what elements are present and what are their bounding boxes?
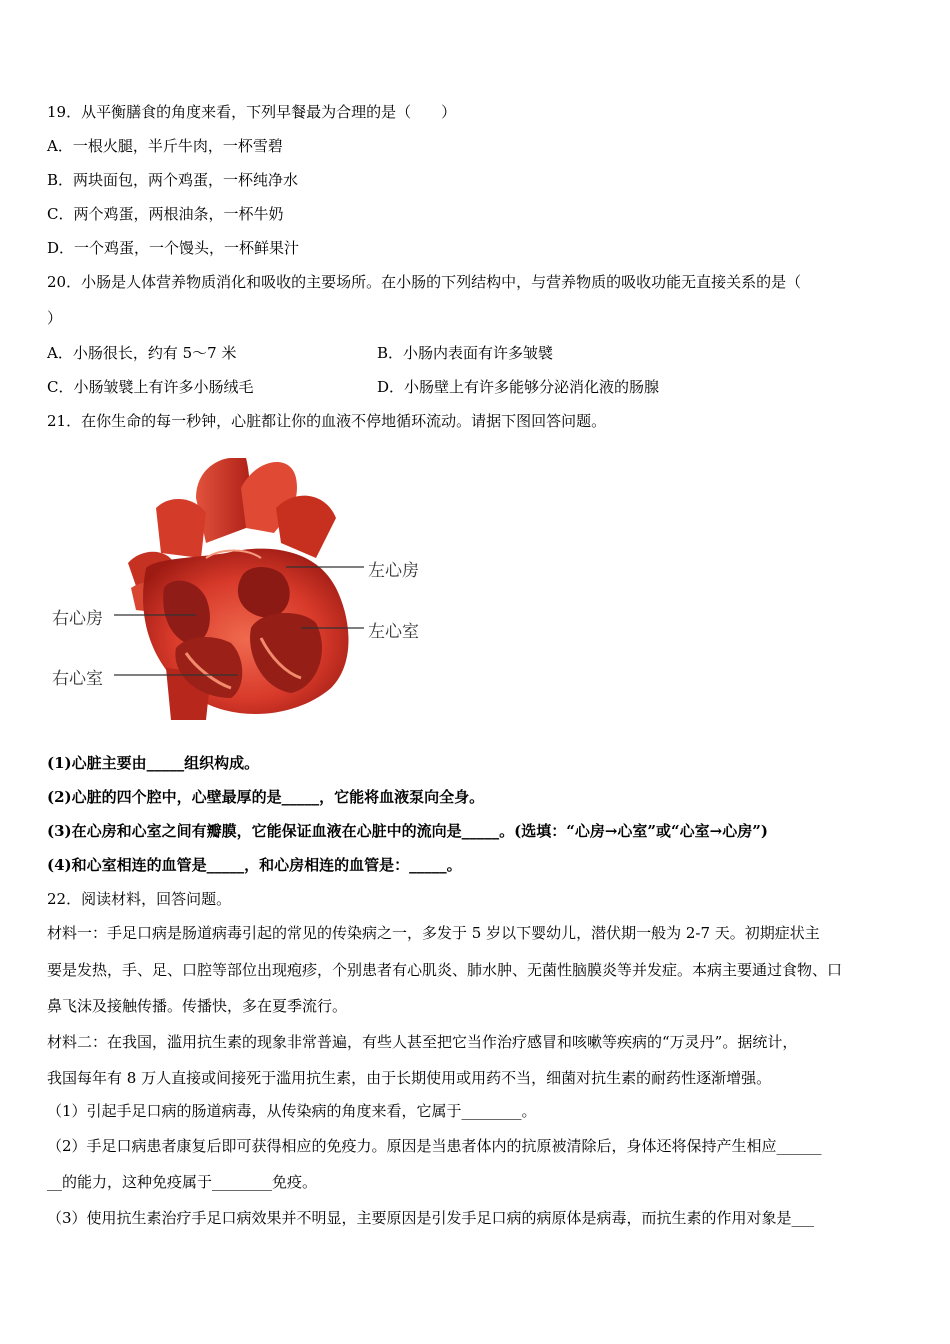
q22-material1-line2: 要是发热，手、足、口腔等部位出现疱疹，个别患者有心肌炎、肺水肿、无菌性脑膜炎等并发症。本病主要通过食物、口: [47, 961, 843, 979]
q22-sub-1: （1）引起手足口病的肠道病毒，从传染病的角度来看，它属于________。: [47, 1102, 537, 1120]
q21-sub-3: (3)在心房和心室之间有瓣膜，它能保证血液在心脏中的流向是_____。(选填：“心房→心室”或“心室→心房”): [47, 822, 768, 840]
q22-sub-2-cont: __的能力，这种免疫属于________免疫。: [47, 1173, 318, 1191]
q22-material1-line1: 材料一：手足口病是肠道病毒引起的常见的传染病之一，多发于 5 岁以下婴幼儿，潜伏期一般为 2-7 天。初期症状主: [47, 924, 820, 942]
q21-sub-1: (1)心脏主要由_____组织构成。: [47, 754, 260, 772]
q20-option-c: C．小肠皱襞上有许多小肠绒毛: [47, 378, 254, 396]
q22-sub-2: （2）手足口病患者康复后即可获得相应的免疫力。原因是当患者体内的抗原被清除后，身体还将保持产生相应______: [47, 1137, 822, 1155]
q19-option-d: D．一个鸡蛋，一个馒头，一杯鲜果汁: [47, 239, 300, 257]
q19-option-c: C．两个鸡蛋，两根油条，一杯牛奶: [47, 205, 284, 223]
q20-stem-line2: ）: [47, 309, 63, 327]
q19-stem: 19．从平衡膳食的角度来看，下列早餐最为合理的是（ ）: [47, 103, 457, 121]
q22-material2-line1: 材料二：在我国，滥用抗生素的现象非常普遍，有些人甚至把它当作治疗感冒和咳嗽等疾病的“万灵丹”。据统计，: [47, 1033, 798, 1051]
q20-stem-line1: 20．小肠是人体营养物质消化和吸收的主要场所。在小肠的下列结构中，与营养物质的吸收功能无直接关系的是（: [47, 273, 802, 291]
q20-option-a: A．小肠很长，约有 5～7 米: [47, 344, 237, 362]
q22-material2-line2: 我国每年有 8 万人直接或间接死于滥用抗生素，由于长期使用或用药不当，细菌对抗生素的耐药性逐渐增强。: [47, 1069, 772, 1087]
heart-illustration: [46, 448, 446, 726]
right-ventricle-label: 右心室: [52, 669, 103, 689]
right-atrium-label: 右心房: [52, 609, 103, 629]
q21-sub-2: (2)心脏的四个腔中，心壁最厚的是_____，它能将血液泵向全身。: [47, 788, 485, 806]
q20-option-d: D．小肠壁上有许多能够分泌消化液的肠腺: [377, 378, 660, 396]
heart-figure: [46, 448, 446, 726]
q22-material1-line3: 鼻飞沫及接触传播。传播快，多在夏季流行。: [47, 997, 348, 1015]
q19-option-b: B．两块面包，两个鸡蛋，一杯纯净水: [47, 171, 299, 189]
q22-stem: 22．阅读材料，回答问题。: [47, 890, 232, 908]
q19-option-a: A．一根火腿，半斤牛肉，一杯雪碧: [47, 137, 283, 155]
left-ventricle-label: 左心室: [368, 622, 419, 642]
q22-sub-3: （3）使用抗生素治疗手足口病效果并不明显，主要原因是引发手足口病的病原体是病毒，而抗生素的作用对象是___: [47, 1209, 815, 1227]
left-atrium-label: 左心房: [368, 561, 419, 581]
q21-sub-4: (4)和心室相连的血管是_____，和心房相连的血管是：_____。: [47, 856, 462, 874]
q21-stem: 21．在你生命的每一秒钟，心脏都让你的血液不停地循环流动。请据下图回答问题。: [47, 412, 607, 430]
q20-option-b: B．小肠内表面有许多皱襞: [377, 344, 554, 362]
